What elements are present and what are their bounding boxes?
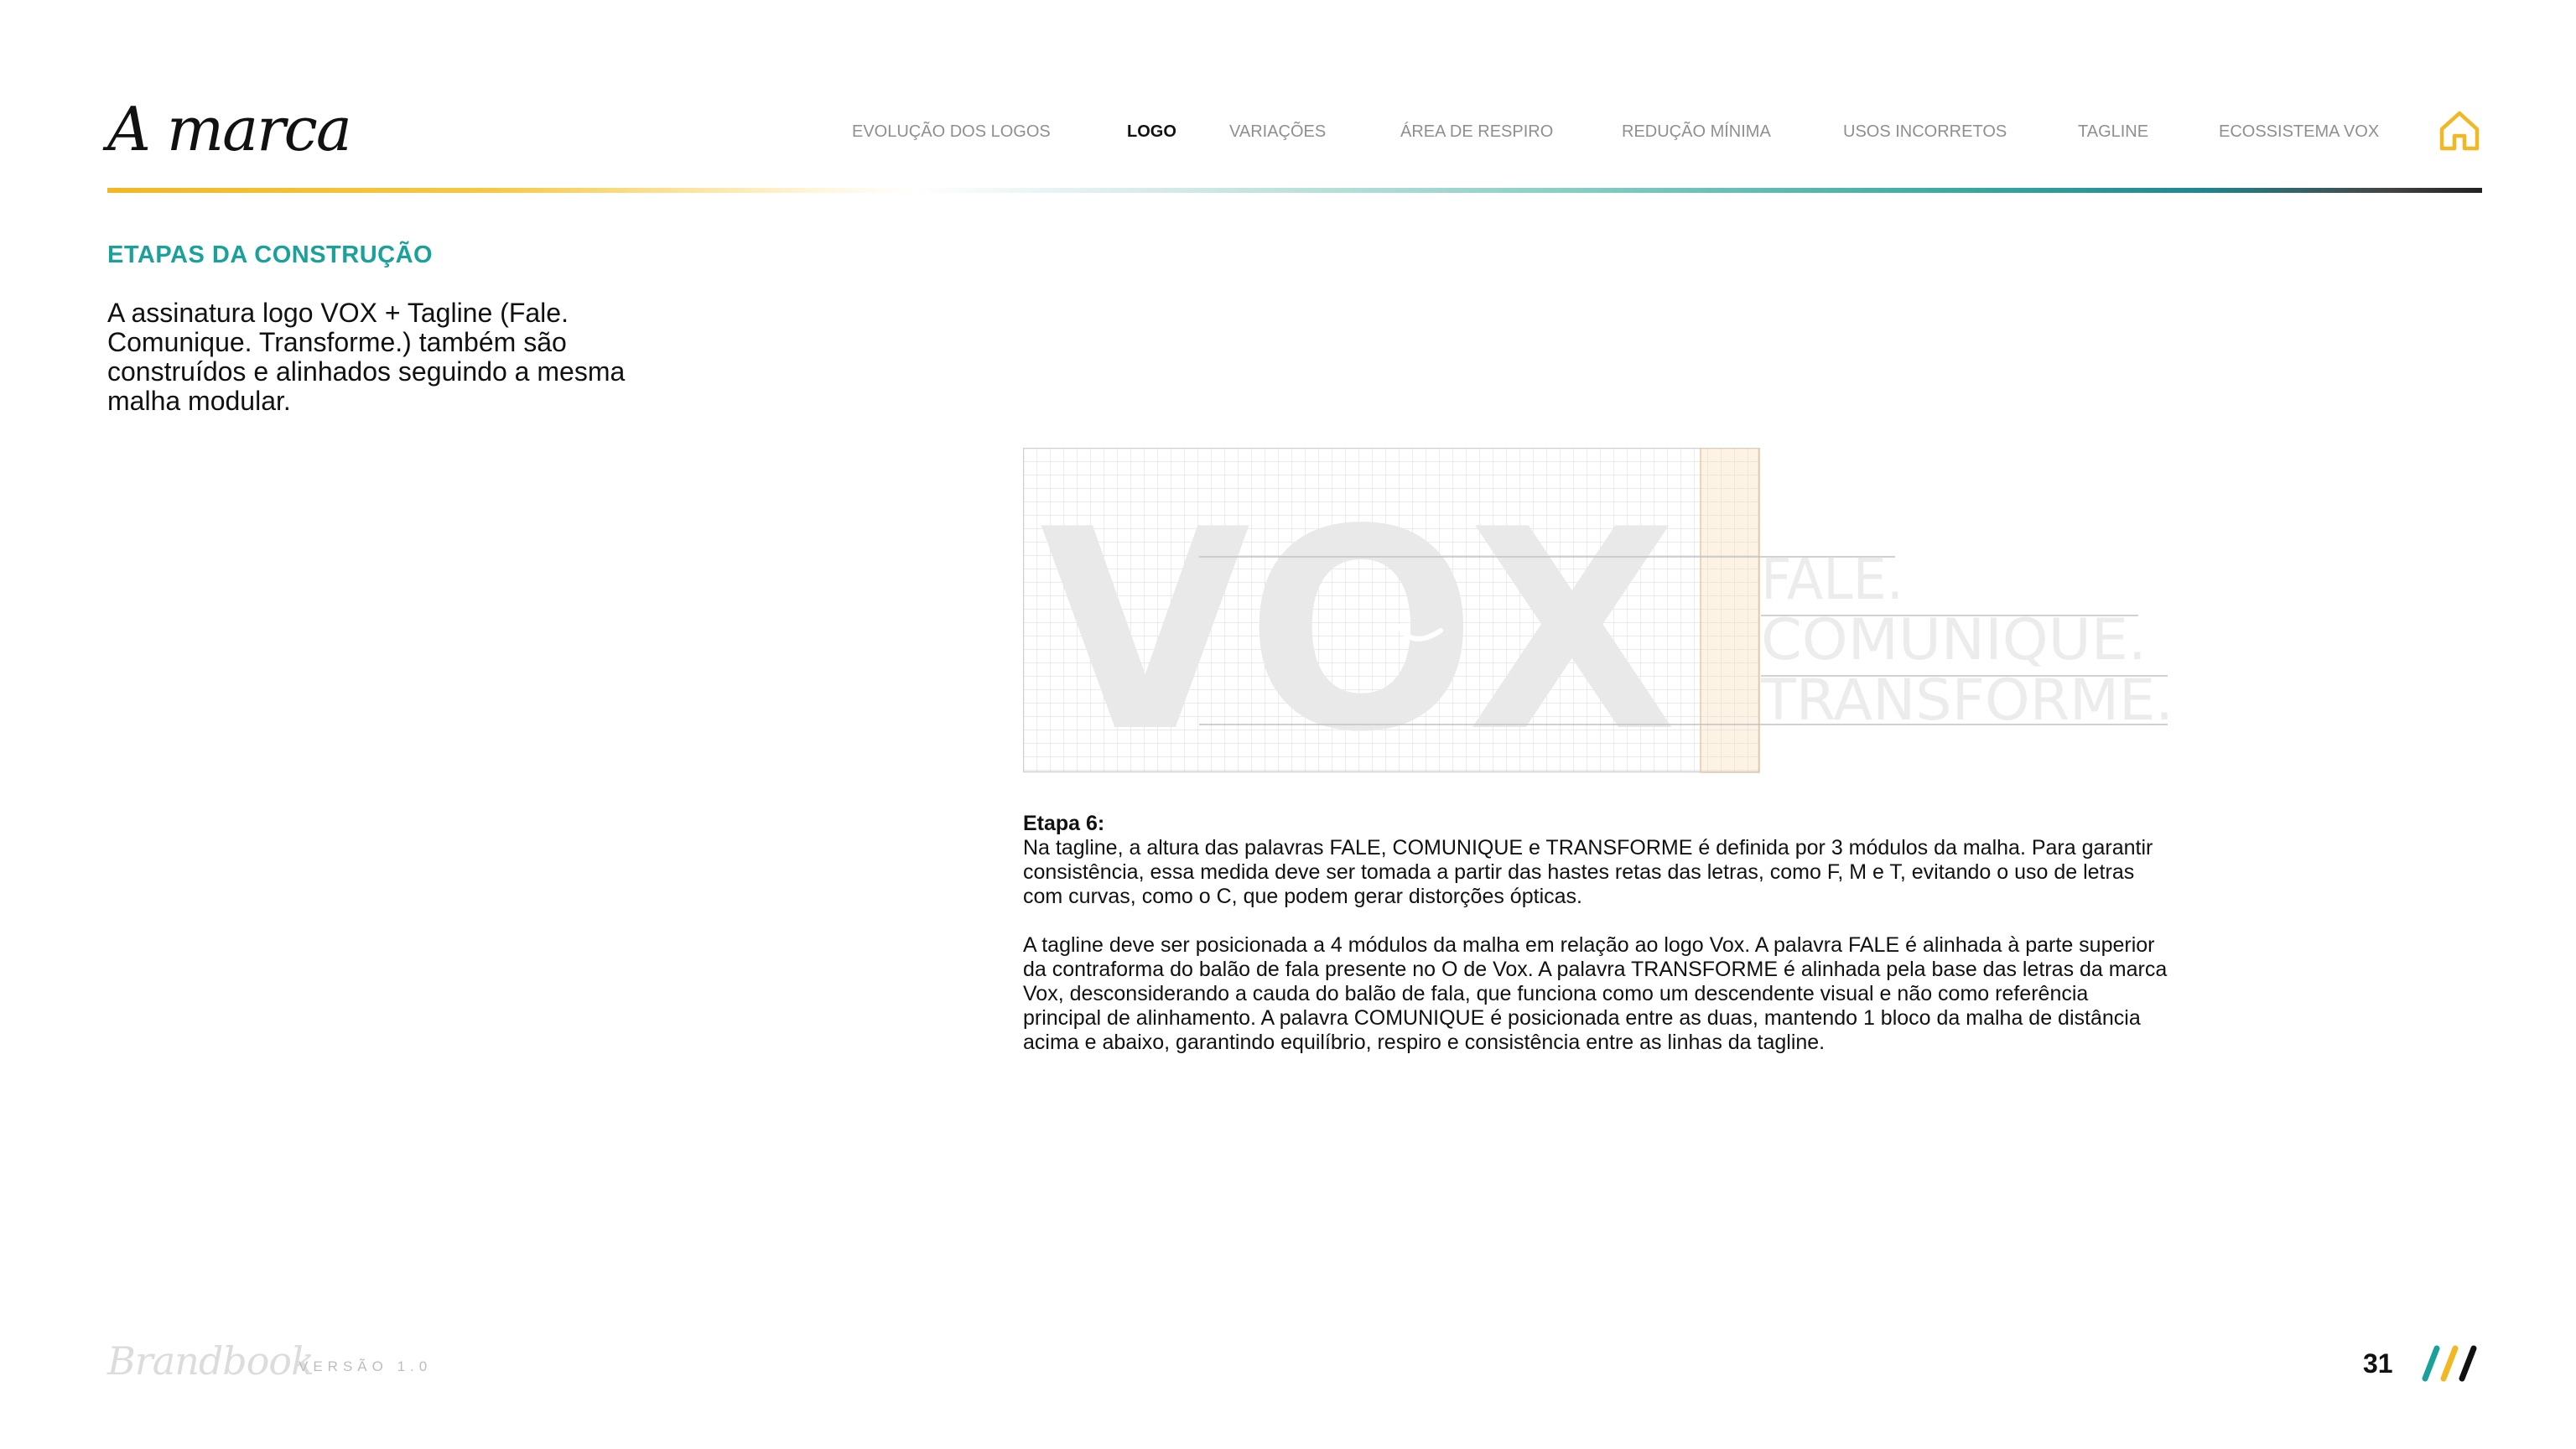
construction-caption	[1023, 812, 2172, 1055]
home-icon[interactable]	[2438, 109, 2480, 153]
top-nav	[0, 122, 2576, 144]
nav-item-ecossistema-vox[interactable]: ECOSSISTEMA VOX	[2219, 122, 2380, 141]
vox-logo: VOX	[1040, 470, 1677, 775]
tagline-fale: FALE.	[1761, 547, 1903, 613]
section-label: ETAPAS DA CONSTRUÇÃO	[107, 242, 434, 268]
nav-item-variacoes[interactable]: VARIAÇÕES	[1229, 122, 1327, 141]
section-description: A assinatura logo VOX + Tagline (Fale. Comunique. Transforme.) também são construídos e alinhados seguindo a mesma malha modular.	[107, 298, 626, 416]
footer-version: VERSÃO 1.0	[299, 1358, 433, 1374]
logo-construction-figure	[1023, 448, 2180, 775]
nav-item-tagline[interactable]: TAGLINE	[2078, 122, 2149, 141]
caption-paragraph-2: A tagline deve ser posicionada a 4 módulos da malha em relação ao logo Vox. A palavra FALE é alinhada à parte superior da contraforma do balão de fala presente no O de Vox. A palavra TRANSFORME é alinhada pela base das letras da marca Vox, desconsiderando a cauda do balão de fala, que funciona como um descendente visual e não como referência principal de alinhamento. A palavra COMUNIQUE é posicionada entre as duas, mantendo 1 bloco da malha de distância acima e abaixo, garantindo equilíbrio, respiro e consistência entre as linhas da tagline.	[1023, 933, 2168, 1054]
footer-brand-logo: Brandbook	[107, 1338, 314, 1384]
nav-item-logo[interactable]: LOGO	[1127, 122, 1176, 141]
nav-item-evolucao-dos-logos[interactable]: EVOLUÇÃO DOS LOGOS	[852, 122, 1051, 141]
page-number: 31	[2363, 1348, 2393, 1379]
nav-item-reducao-minima[interactable]: REDUÇÃO MÍNIMA	[1622, 122, 1771, 141]
nav-item-usos-incorretos[interactable]: USOS INCORRETOS	[1843, 122, 2007, 141]
nav-item-area-de-respiro[interactable]: ÁREA DE RESPIRO	[1400, 122, 1554, 141]
caption-heading: Etapa 6:	[1023, 812, 1105, 835]
header-gradient-rule	[107, 188, 2482, 193]
brand-slashes-icon	[2420, 1345, 2482, 1382]
tagline-comunique: COMUNIQUE.	[1761, 607, 2147, 673]
tagline-transforme: TRANSFORME.	[1759, 667, 2174, 734]
page-title: A marca	[107, 94, 351, 164]
caption-paragraph-1: Na tagline, a altura das palavras FALE, COMUNIQUE e TRANSFORME é definida por 3 módulos da malha. Para garantir consistência, essa medida deve ser tomada a partir das hastes retas das letras, como F, M e T, evitando o uso de letras com curvas, como o C, que podem gerar distorções ópticas.	[1023, 836, 2153, 908]
